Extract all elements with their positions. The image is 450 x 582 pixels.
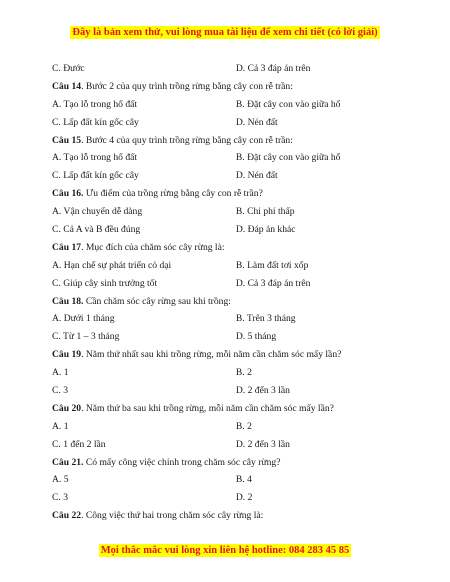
question-number: Câu 18. — [52, 295, 84, 307]
options-row — [52, 203, 392, 221]
option-c: C. 3 — [52, 492, 68, 504]
question-block — [52, 346, 392, 400]
question-number: Câu 14 — [52, 80, 82, 92]
option-d: D. Đáp án khác — [235, 224, 296, 236]
options-row — [52, 257, 392, 275]
option-b: B. 2 — [235, 420, 252, 432]
options-row — [52, 436, 392, 454]
option-d: D. Nén đất — [235, 170, 278, 182]
option-b: B. Làm đất tơi xốp — [235, 259, 309, 271]
options-row — [52, 382, 392, 400]
question-text: . Công việc thứ hai trong chăm sóc cây rừng là: — [81, 510, 264, 522]
option-c: C. Giúp cây sinh trưởng tốt — [52, 277, 158, 289]
option-b: B. 4 — [235, 474, 252, 486]
options-row — [52, 471, 392, 489]
hotline-banner — [0, 545, 450, 556]
option-a: A. Tạo lỗ trong hố đất — [52, 152, 138, 164]
question-block — [52, 293, 392, 347]
question-list — [52, 78, 392, 507]
question-text: . Năm thứ ba sau khi trồng rừng, mỗi năm cần chăm sóc mấy lần? — [81, 402, 334, 414]
option-d: D. Nén đất — [235, 116, 278, 128]
option-b: B. Đặt cây con vào giữa hố — [235, 98, 341, 110]
options-row — [52, 221, 392, 239]
option-b: B. Chi phí thấp — [235, 206, 295, 218]
question-number: Câu 22 — [52, 510, 82, 522]
question-number: Câu 16. — [52, 188, 84, 200]
question-number: Câu 17 — [52, 241, 82, 253]
question-stem — [52, 185, 392, 203]
options-row — [52, 60, 392, 78]
preview-notice-text: Đây là bản xem thử, vui lòng mua tài liệu để xem chi tiết (có lời giải) — [72, 27, 378, 38]
question-number: Câu 20 — [52, 402, 82, 414]
question-stem — [52, 346, 392, 364]
option-a: A. Dưới 1 tháng — [52, 313, 115, 325]
question-stem — [52, 293, 392, 311]
options-row — [52, 275, 392, 293]
options-row — [52, 364, 392, 382]
question-block — [52, 132, 392, 186]
option-b: B. Đặt cây con vào giữa hố — [235, 152, 341, 164]
question-22 — [52, 507, 392, 525]
option-d: D. 2 đến 3 lần — [235, 385, 290, 397]
question-stem — [52, 239, 392, 257]
option-c: C. 1 đến 2 lần — [52, 438, 106, 450]
preview-notice-banner — [0, 27, 450, 38]
question-text: Có mấy công việc chính trong chăm sóc cây rừng? — [83, 456, 281, 468]
hotline-text: Mọi thắc mắc vui lòng xin liên hệ hotline: 084 283 45 85 — [100, 545, 350, 556]
question-text: . Mục đích của chăm sóc cây rừng là: — [81, 241, 225, 253]
question-text: . Năm thứ nhất sau khi trồng rừng, mỗi năm cần chăm sóc mấy lần? — [81, 349, 342, 361]
question-block — [52, 78, 392, 132]
option-d: D. Cả 3 đáp án trên — [235, 277, 311, 289]
option-a: A. Tạo lỗ trong hố đất — [52, 98, 138, 110]
option-a: A. Vận chuyển dễ dàng — [52, 206, 143, 218]
option-d: D. 2 đến 3 lần — [235, 438, 290, 450]
question-number: Câu 21. — [52, 456, 84, 468]
options-row — [52, 114, 392, 132]
option-c: C. 3 — [52, 385, 68, 397]
option-c: C. Lấp đất kín gốc cây — [52, 170, 139, 182]
document-body — [52, 60, 392, 525]
question-block — [52, 185, 392, 239]
question-stem — [52, 454, 392, 472]
option-c: C. Từ 1 – 3 tháng — [52, 331, 120, 343]
question-text: . Bước 2 của quy trình trồng rừng bằng cây con rễ trần: — [81, 80, 293, 92]
option-a: A. 1 — [52, 367, 69, 379]
question-block — [52, 400, 392, 454]
options-row — [52, 328, 392, 346]
options-row — [52, 418, 392, 436]
options-row — [52, 310, 392, 328]
option-a: A. Hạn chế sự phát triển cỏ dại — [52, 259, 172, 271]
question-text: . Bước 4 của quy trình trồng rừng bằng cây con rễ trần: — [81, 134, 293, 146]
question-stem — [52, 78, 392, 96]
question-block — [52, 239, 392, 293]
option-c: C. Lấp đất kín gốc cây — [52, 116, 139, 128]
question-number: Câu 15 — [52, 134, 82, 146]
question-stem — [52, 400, 392, 418]
option-a: A. 1 — [52, 420, 69, 432]
question-block — [52, 454, 392, 508]
question-stem — [52, 132, 392, 150]
options-row — [52, 489, 392, 507]
option-d: D. Cả 3 đáp án trên — [235, 63, 311, 74]
option-d: D. 5 tháng — [235, 331, 277, 343]
option-c: C. Cả A và B đều đúng — [52, 224, 141, 236]
option-b: B. Trên 3 tháng — [235, 313, 296, 325]
options-row — [52, 149, 392, 167]
option-d: D. 2 — [235, 492, 253, 504]
options-row — [52, 167, 392, 185]
options-row — [52, 96, 392, 114]
question-number: Câu 19 — [52, 349, 82, 361]
question-text: Cần chăm sóc cây rừng sau khi trồng: — [83, 295, 231, 307]
question-text: Ưu điểm của trồng rừng bằng cây con rễ trần? — [83, 188, 263, 200]
option-c: C. Đước — [52, 63, 85, 74]
option-a: A. 5 — [52, 474, 69, 486]
option-b: B. 2 — [235, 367, 252, 379]
